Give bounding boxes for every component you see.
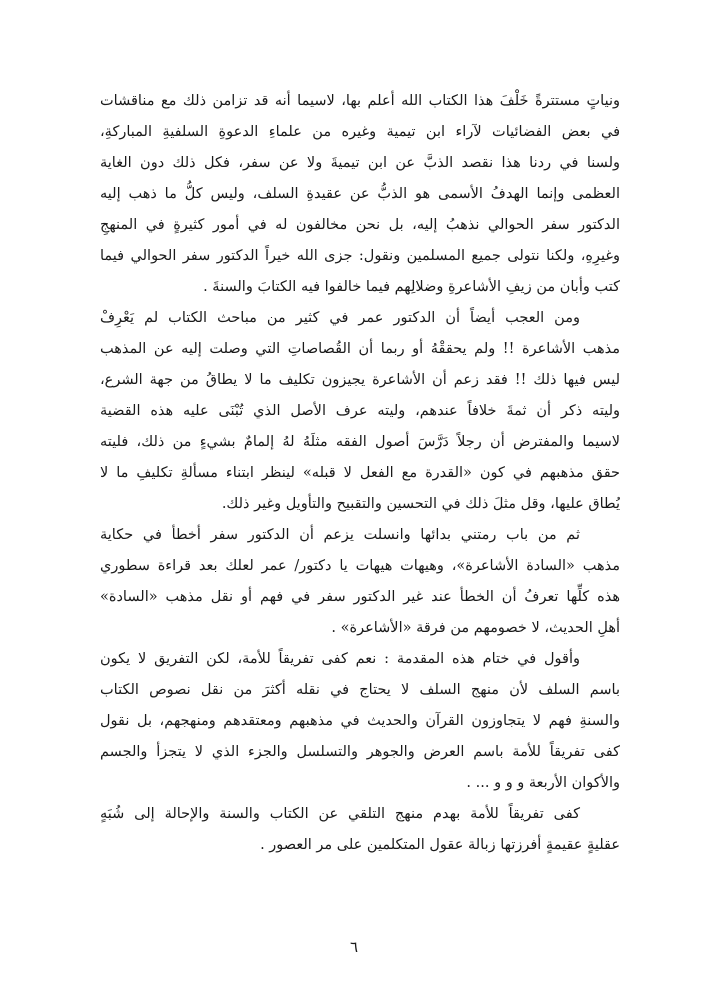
text-line: في بعض الفضائيات لآراء ابن تيمية وغيره من علماءِ الدعوةِ السلفيةِ المباركةِ، — [100, 124, 620, 140]
text-line: وليته ذكر أن ثمةَ خلافاً عندهم، وليته عرف الأصل الذي تُبْنَى عليه هذه القضية — [100, 403, 620, 419]
text-line: ثم من باب رمتني بدائها وانسلت يزعم أن الدكتور سفر أخطأ في حكاية — [100, 527, 580, 543]
text-line: ولسنا في ردنا هذا نقصد الذبَّ عن ابن تيميةَ ولا عن سفر، فكل ذلك دون الغاية — [100, 155, 620, 171]
text-line: وأقول في ختام هذه المقدمة : نعم كفى تفريقاً للأمة، لكن التفريق لا يكون — [100, 651, 580, 667]
text-line: يُطاق عليها، وقل مثلَ ذلك في التحسين والتقبيح والتأويل وغير ذلك. — [221, 496, 620, 512]
text-line: مذهب «السادة الأشاعرة»، وهيهات هيهات يا دكتور/ عمر لعلك بعد قراءة سطوري — [100, 558, 620, 574]
text-line: والأكوان الأربعة و و و ... . — [466, 775, 620, 791]
body-text — [100, 86, 620, 861]
text-line: لاسيما والمفترض أن رجلاً دَرَّسَ أصول الفقه مثلَهُ لهُ إلمامٌ بشيءٍ من ذلك، فليته — [100, 434, 620, 450]
text-line: والسنةِ فهم لا يتجاوزون القرآن والحديث في مذهبهم ومعتقدهم ومنهجهم، بل نقول — [100, 713, 620, 729]
text-line: هذه كلِّها تعرفُ أن الخطأ عند غير الدكتور سفر في فهم أو نقل مذهب «السادة» — [100, 589, 620, 605]
text-line: ومن العجب أيضاً أن الدكتور عمر في كثير من مباحث الكتاب لم يَعْرِفْ — [100, 310, 580, 326]
text-line: كفى تفريقاً للأمة باسم العرض والجوهر والتسلسل والجزء الذي لا يتجزأ والجسم — [100, 744, 620, 760]
text-line: وغيرِهِ، ولكنا نتولى جميع المسلمين ونقول: جزى الله خيراً الدكتور سفر الحوالي فيما — [100, 248, 620, 264]
text-line: حقق مذهبهم في كون «القدرة مع الفعل لا قبله» لينظر ابتناء مسألةِ تكليفِ ما لا — [100, 465, 620, 481]
text-line: ونياتٍ مستترةً خَلْفَ هذا الكتاب الله أعلم بها، لاسيما أنه قد تزامن ذلك مع مناقشات — [100, 93, 620, 109]
text-line: باسم السلف لأن منهج السلف لا يحتاج في نقله أكثرَ من نقل نصوص الكتاب — [100, 682, 620, 698]
text-line: مذهب الأشاعرة !! ولم يحققْهُ أو ربما أن القُصاصاتِ التي وصلت إليه عن المذهب — [100, 341, 620, 357]
page-number: ٦ — [349, 938, 359, 956]
text-line: ليس فيها ذلك !! فقد زعم أن الأشاعرة يجيزون تكليف ما لا يطاقُ من جهة الشرع، — [100, 372, 620, 388]
text-line: العظمى وإنما الهدفُ الأسمى هو الذبُّ عن عقيدةِ السلف، وليس كلُّ ما ذهب إليه — [100, 186, 620, 202]
text-line: عقليةٍ عقيمةٍ أفرزتها زبالة عقول المتكلمين على مر العصور . — [260, 837, 620, 853]
text-line: الدكتور سفر الحوالي نذهبُ إليه، بل نحن مخالفون له في أمور كثيرةٍ في المنهجِ — [100, 217, 620, 233]
text-line: أهلِ الحديث، لا خصومهم من فرقة «الأشاعرة» . — [331, 620, 620, 636]
text-line: كتب وأبان من زيفِ الأشاعرةِ وضلالِهم فيما خالفوا فيه الكتابَ والسنةَ . — [203, 279, 620, 295]
text-line: كفى تفريقاً للأمة بهدم منهج التلقي عن الكتاب والسنة والإحالة إلى شُبَهٍ — [100, 806, 580, 822]
